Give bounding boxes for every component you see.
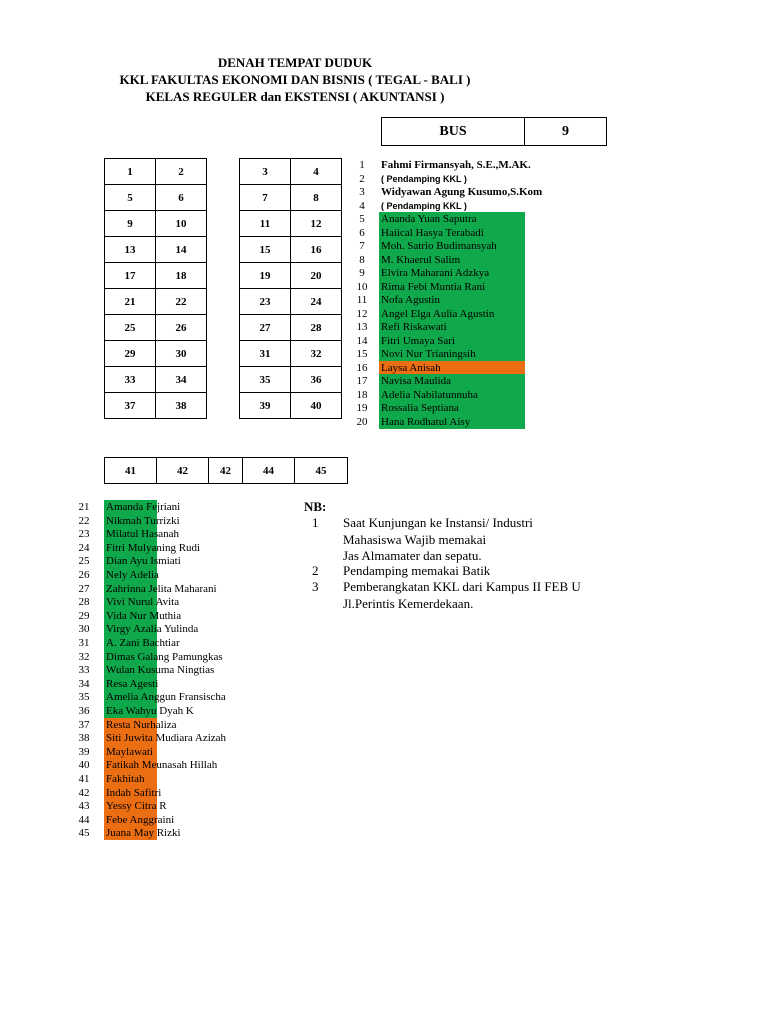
- list-item-name: Resta Nurhaliza: [106, 718, 177, 731]
- list-item-number: 34: [78, 677, 90, 690]
- bus-number: 9: [562, 123, 569, 139]
- seat-row: [240, 185, 342, 211]
- list-item-name: Elvira Maharani Adzkya: [379, 266, 525, 280]
- seat-row: [105, 185, 207, 211]
- list-item-name: Yessy Citra R: [106, 800, 167, 813]
- seat-row: [240, 289, 342, 315]
- page-title: DENAH TEMPAT DUDUK: [217, 55, 373, 70]
- list-item-number: 32: [78, 650, 90, 663]
- list-item-number: 14: [356, 334, 368, 347]
- list-item-number: 9: [359, 267, 365, 279]
- list-item-name: Dian Ayu Ismiati: [106, 555, 181, 568]
- list-item-number: 11: [356, 294, 368, 306]
- list-item-name: Indah Safitri: [106, 786, 162, 799]
- list-item-name: Navisa Maulida: [379, 374, 525, 388]
- list-item-name: Nikmah Turrizki: [106, 514, 180, 527]
- list-item-name: ( Pendamping KKL ): [381, 173, 467, 184]
- list-item-name: Virgy Azalia Yulinda: [106, 623, 199, 636]
- list-item-number: 8: [359, 253, 365, 266]
- list-item-number: 13: [356, 321, 368, 333]
- seat-cell: 24: [291, 289, 342, 315]
- list-item-name: Eka Wahyu Dyah K: [106, 705, 194, 717]
- seat-row: [105, 237, 207, 263]
- list-item-number: 43: [78, 800, 90, 813]
- list-item-name: Zahrinna Jelita Maharani: [106, 582, 217, 595]
- seat-grid-left: [104, 158, 207, 419]
- seat-cell: 16: [291, 237, 342, 263]
- list-item-number: 29: [78, 609, 90, 622]
- seat-cell: 4: [291, 159, 342, 185]
- seat-cell: 42: [209, 458, 243, 484]
- seat-cell: 23: [240, 289, 291, 315]
- seat-row: [240, 341, 342, 367]
- notes-item-text: Saat Kunjungan ke Instansi/ Industri: [343, 515, 533, 530]
- list-item-number: 18: [356, 388, 368, 401]
- list-item-number: 23: [78, 528, 90, 541]
- list-item-name: Siti Juwita Mudiara Azizah: [106, 732, 227, 745]
- list-item-name: Laysa Anisah: [379, 361, 525, 375]
- seat-row: [105, 315, 207, 341]
- list-item-name: Moh. Satrio Budimansyah: [379, 239, 525, 253]
- seat-cell: 41: [105, 458, 157, 484]
- list-item-number: 45: [78, 827, 90, 840]
- seat-grid-right: [239, 158, 342, 419]
- notes-item-text: Jas Almamater dan sepatu.: [343, 548, 482, 563]
- list-item-number: 44: [78, 813, 90, 826]
- list-item-name: Fatikah Meunasah Hillah: [106, 759, 218, 772]
- notes-label: NB:: [304, 499, 327, 514]
- seat-row: [240, 315, 342, 341]
- seat-cell: 36: [291, 367, 342, 393]
- seat-cell: 13: [105, 237, 156, 263]
- list-item-name: Fakhitah: [104, 772, 157, 786]
- list-item-name: A. Zani Bachtiar: [106, 637, 180, 649]
- list-item-number: 24: [78, 541, 90, 554]
- seat-row: [240, 393, 342, 419]
- seat-row: [105, 367, 207, 393]
- notes-item-text: Pendamping memakai Batik: [343, 563, 491, 578]
- list-item-number: 21: [78, 501, 90, 513]
- list-item-number: 38: [78, 732, 90, 745]
- list-item-number: 1: [359, 159, 365, 171]
- list-item-name: Hana Rodhatul Aisy: [379, 415, 525, 429]
- seat-row: [240, 159, 342, 185]
- notes-item-text: Mahasiswa Wajib memakai: [343, 531, 487, 547]
- list-item-number: 28: [78, 596, 90, 609]
- seat-cell: 9: [105, 211, 156, 237]
- notes-item-number: 3: [312, 579, 319, 594]
- list-item-name: Adelia Nabilatunnuha: [379, 388, 525, 402]
- seat-cell: 5: [105, 185, 156, 211]
- list-item-number: 26: [78, 569, 90, 581]
- seat-cell: 45: [295, 458, 348, 484]
- seat-cell: 26: [156, 315, 207, 341]
- list-item-name: Haiical Hasya Terabadi: [379, 226, 525, 240]
- seat-row: [105, 341, 207, 367]
- list-item-number: 37: [78, 718, 90, 731]
- bus-label: BUS: [382, 118, 525, 145]
- list-item-number: 12: [356, 307, 368, 320]
- seat-cell: 14: [156, 237, 207, 263]
- list-item-number: 7: [359, 240, 365, 252]
- seat-cell: 7: [240, 185, 291, 211]
- seat-row: [240, 263, 342, 289]
- list-item-number: 3: [359, 186, 365, 198]
- list-item-number: 35: [78, 691, 90, 704]
- list-item-name: Vida Nur Muthia: [106, 609, 182, 622]
- list-item-number: 41: [78, 773, 90, 785]
- list-item-number: 25: [78, 555, 90, 568]
- list-item-number: 30: [78, 623, 90, 636]
- seat-cell: 29: [105, 341, 156, 367]
- list-item-name: Wulan Kusuma Ningtias: [106, 664, 215, 677]
- list-item-number: 22: [78, 514, 90, 527]
- list-item-name: Resa Agesti: [106, 677, 159, 690]
- seat-cell: 21: [105, 289, 156, 315]
- seat-cell: 32: [291, 341, 342, 367]
- seat-row: [105, 211, 207, 237]
- seat-row: [240, 237, 342, 263]
- list-item-name: Angel Elga Aulia Agustin: [379, 307, 525, 321]
- list-item-name: Nofa Agustin: [379, 293, 525, 307]
- list-item-name: ( Pendamping KKL ): [381, 200, 467, 211]
- seat-cell: 30: [156, 341, 207, 367]
- seat-row: [105, 159, 207, 185]
- list-item-name: Refi Riskawati: [379, 320, 525, 334]
- notes-item-text: Jl.Perintis Kemerdekaan.: [343, 595, 474, 611]
- seat-row: [105, 289, 207, 315]
- list-item-number: 33: [78, 664, 90, 677]
- list-item-name: Vivi Nurul Avita: [106, 596, 180, 609]
- seat-cell: 11: [240, 211, 291, 237]
- notes-item-number: 2: [312, 563, 319, 578]
- bus-info-box: [381, 117, 607, 146]
- seat-cell: 1: [105, 159, 156, 185]
- page-subtitle-class: KELAS REGULER dan EKSTENSI ( AKUNTANSI ): [145, 89, 445, 104]
- list-item-name: Rima Febi Muntia Rani: [379, 280, 525, 294]
- list-item-number: 10: [356, 280, 368, 293]
- seat-cell: 38: [156, 393, 207, 419]
- seat-cell: 18: [156, 263, 207, 289]
- list-item-name: Fitri Mulyaning Rudi: [106, 541, 201, 554]
- list-item-number: 19: [356, 402, 368, 414]
- seat-cell: 8: [291, 185, 342, 211]
- seat-cell: 2: [156, 159, 207, 185]
- list-item-number: 15: [356, 348, 368, 360]
- list-item-number: 36: [78, 705, 90, 717]
- seat-row: [105, 263, 207, 289]
- list-item-name: Fahmi Firmansyah, S.E.,M.AK.: [381, 159, 531, 171]
- notes-item-number: 1: [312, 515, 319, 530]
- seat-cell: 17: [105, 263, 156, 289]
- list-item-number: 5: [359, 213, 365, 225]
- page-subtitle: KKL FAKULTAS EKONOMI DAN BISNIS ( TEGAL - BALI ): [119, 72, 471, 87]
- list-item-number: 6: [359, 226, 365, 239]
- seat-cell: 27: [240, 315, 291, 341]
- seat-cell: 12: [291, 211, 342, 237]
- seat-cell: 3: [240, 159, 291, 185]
- seat-cell: 35: [240, 367, 291, 393]
- list-item-name: Amelia Anggun Fransischa: [106, 691, 226, 704]
- list-item-number: 42: [78, 786, 90, 799]
- seat-cell: 28: [291, 315, 342, 341]
- seat-row: [240, 211, 342, 237]
- list-item-number: 40: [78, 759, 90, 772]
- list-item-name: Dimas Galang Pamungkas: [106, 650, 223, 663]
- seat-row: [105, 393, 207, 419]
- list-item-name: Rossalia Septiana: [379, 401, 525, 415]
- list-item-name: Febe Anggraini: [106, 813, 175, 826]
- list-item-name: Widyawan Agung Kusumo,S.Kom: [381, 186, 543, 198]
- list-item-name: Fitri Umaya Sari: [379, 334, 525, 348]
- notes-item-text: Pemberangkatan KKL dari Kampus II FEB U: [343, 579, 581, 594]
- list-item-name: Juana May Rizki: [106, 827, 181, 840]
- seat-cell: 22: [156, 289, 207, 315]
- seat-cell: 40: [291, 393, 342, 419]
- seat-cell: 15: [240, 237, 291, 263]
- seat-cell: 25: [105, 315, 156, 341]
- list-item-number: 27: [78, 582, 90, 595]
- seat-cell: 6: [156, 185, 207, 211]
- list-item-number: 39: [78, 745, 90, 758]
- seat-cell: 42: [157, 458, 209, 484]
- seat-cell: 39: [240, 393, 291, 419]
- seat-cell: 44: [243, 458, 295, 484]
- seat-grid-back-row: [104, 457, 348, 484]
- seat-cell: 10: [156, 211, 207, 237]
- list-item-name: Milatul Hasanah: [106, 528, 180, 541]
- list-item-name: Novi Nur Trianingsih: [379, 347, 525, 361]
- seat-row: [240, 367, 342, 393]
- seat-cell: 34: [156, 367, 207, 393]
- list-item-number: 31: [78, 637, 90, 649]
- list-item-name: Ananda Yuan Saputra: [379, 212, 525, 226]
- list-item-name: Amanda Fejriani: [106, 501, 181, 513]
- list-item-number: 2: [359, 172, 365, 185]
- list-item-number: 20: [356, 415, 368, 428]
- list-item-number: 17: [356, 375, 368, 387]
- seat-cell: 19: [240, 263, 291, 289]
- list-item-name: Nely Adelia: [106, 569, 159, 581]
- list-item-number: 4: [359, 199, 365, 212]
- seat-cell: 31: [240, 341, 291, 367]
- seat-cell: 20: [291, 263, 342, 289]
- seat-cell: 37: [105, 393, 156, 419]
- seat-row: [105, 458, 348, 484]
- list-item-number: 16: [356, 361, 368, 374]
- list-item-name: M. Khaerul Salim: [379, 253, 525, 267]
- list-item-name: Maylawati: [104, 745, 157, 759]
- seat-cell: 33: [105, 367, 156, 393]
